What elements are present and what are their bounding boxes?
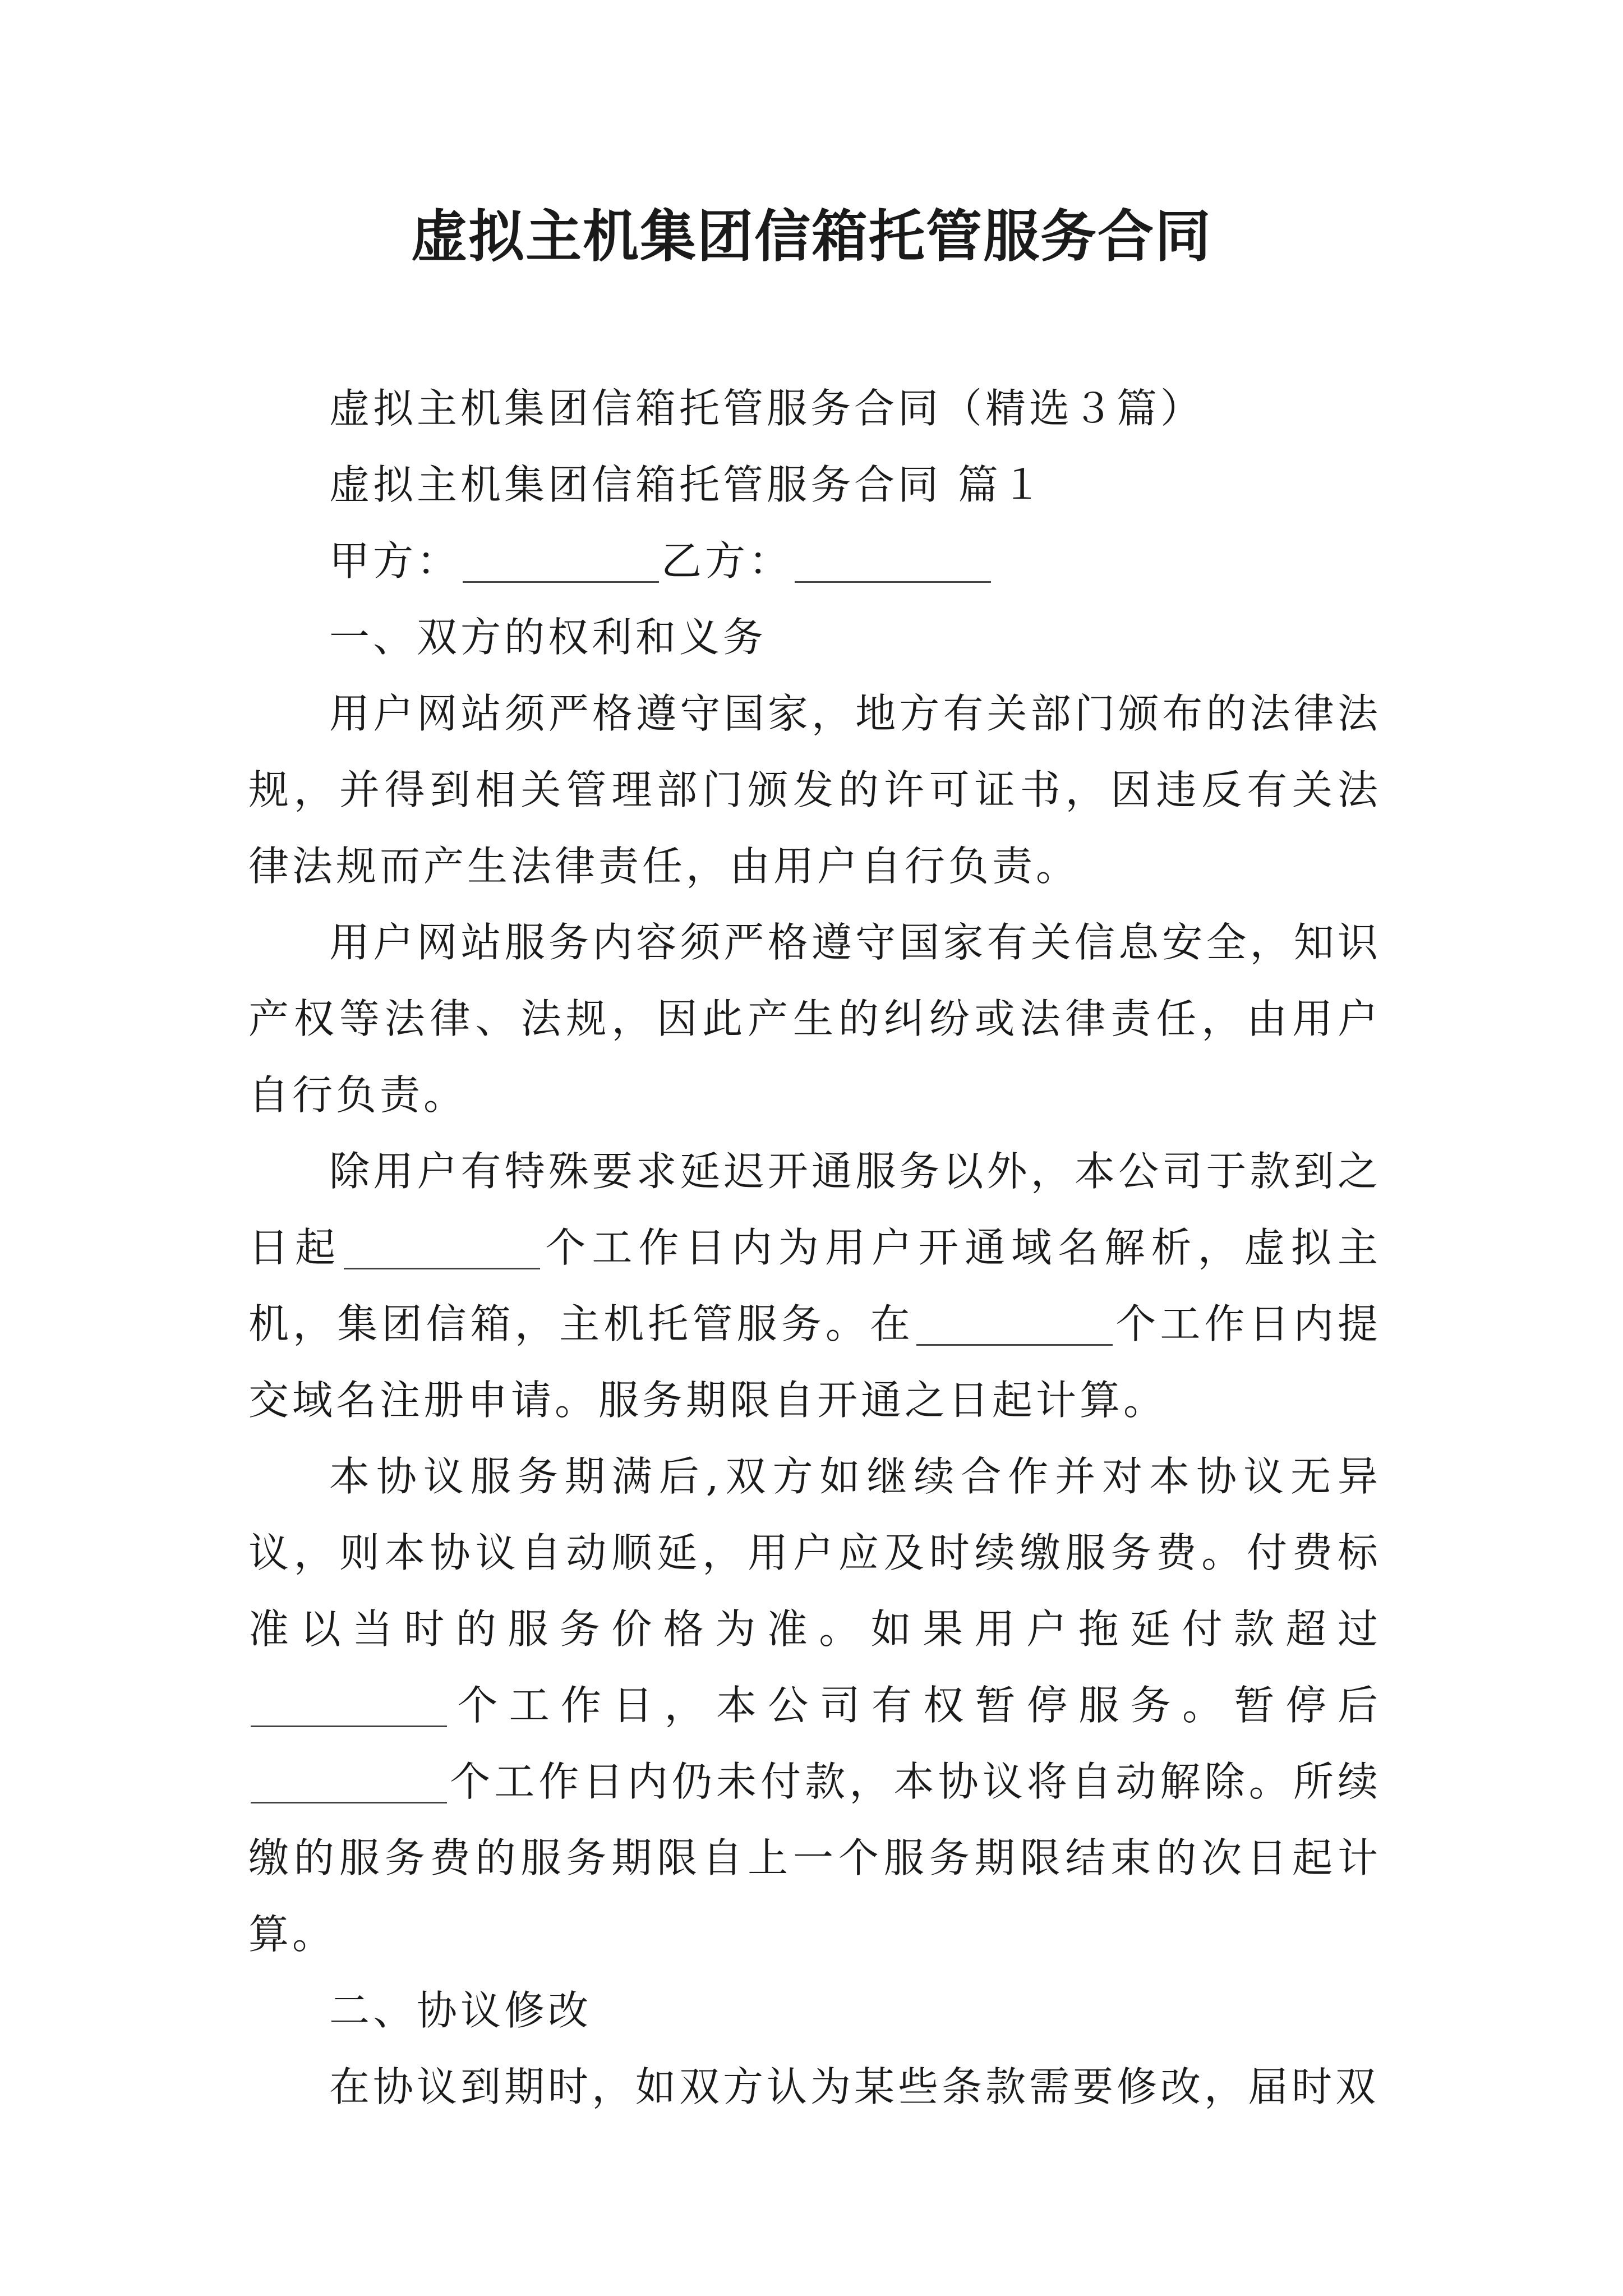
activation-days-blank (344, 1223, 540, 1269)
renewal-text-2: 个工作日，本公司有权暂停服务。暂停后 (449, 1682, 1381, 1729)
paragraph-renewal (248, 1438, 1381, 1972)
activation-text-1: 除用户有特殊要求延迟开通服务以外，本公司于款到之日起 (248, 1148, 1381, 1271)
activation-text-3: 个工作日内提交域名注册申请。服务期限自开通之日起计算。 (248, 1300, 1381, 1424)
paragraph-service-activation (248, 1133, 1381, 1438)
party-b-blank (795, 536, 991, 583)
renewal-text-3: 个工作日内仍未付款，本协议将自动解除。所续缴的服务费的服务期限自上一个服务期限结束的次日起计算。 (248, 1758, 1381, 1958)
registration-days-blank (916, 1299, 1113, 1346)
party-a-blank (463, 536, 659, 583)
parties-line (248, 523, 1381, 599)
activation-text-2: 个工作日内为用户开通域名解析，虚拟主机，集团信箱，主机托管服务。在 (248, 1224, 1381, 1347)
suspension-days-blank (251, 1757, 447, 1803)
party-b-label: 乙方： (661, 537, 793, 585)
heading-rights-obligations: 一、双方的权利和义务 (329, 614, 767, 661)
document-title: 虚拟主机集团信箱托管服务合同 (411, 204, 1212, 269)
heading-agreement-modification: 二、协议修改 (329, 1987, 592, 2034)
document-body (248, 370, 1381, 2125)
renewal-text-1: 本协议服务期满后,双方如继续合作并对本协议无异议，则本协议自动顺延，用户应及时续缴服务费。付费标准以当时的服务价格为准。如果用户拖延付款超过 (248, 1453, 1381, 1653)
party-a-label: 甲方： (329, 537, 461, 585)
document-subtitle: 虚拟主机集团信箱托管服务合同（精选３篇） (329, 385, 1205, 432)
paragraph-legal-compliance: 用户网站须严格遵守国家，地方有关部门颁布的法律法规，并得到相关管理部门颁发的许可证书，因违反有关法律法规而产生法律责任，由用户自行负责。 (248, 690, 1381, 890)
overdue-days-blank (251, 1681, 447, 1727)
paragraph-content-compliance: 用户网站服务内容须严格遵守国家有关信息安全，知识产权等法律、法规，因此产生的纠纷或法律责任，由用户自行负责。 (248, 919, 1381, 1119)
section-heading: 虚拟主机集团信箱托管服务合同 篇１ (329, 461, 1045, 508)
paragraph-modification: 在协议到期时，如双方认为某些条款需要修改，届时双 (329, 2063, 1380, 2110)
